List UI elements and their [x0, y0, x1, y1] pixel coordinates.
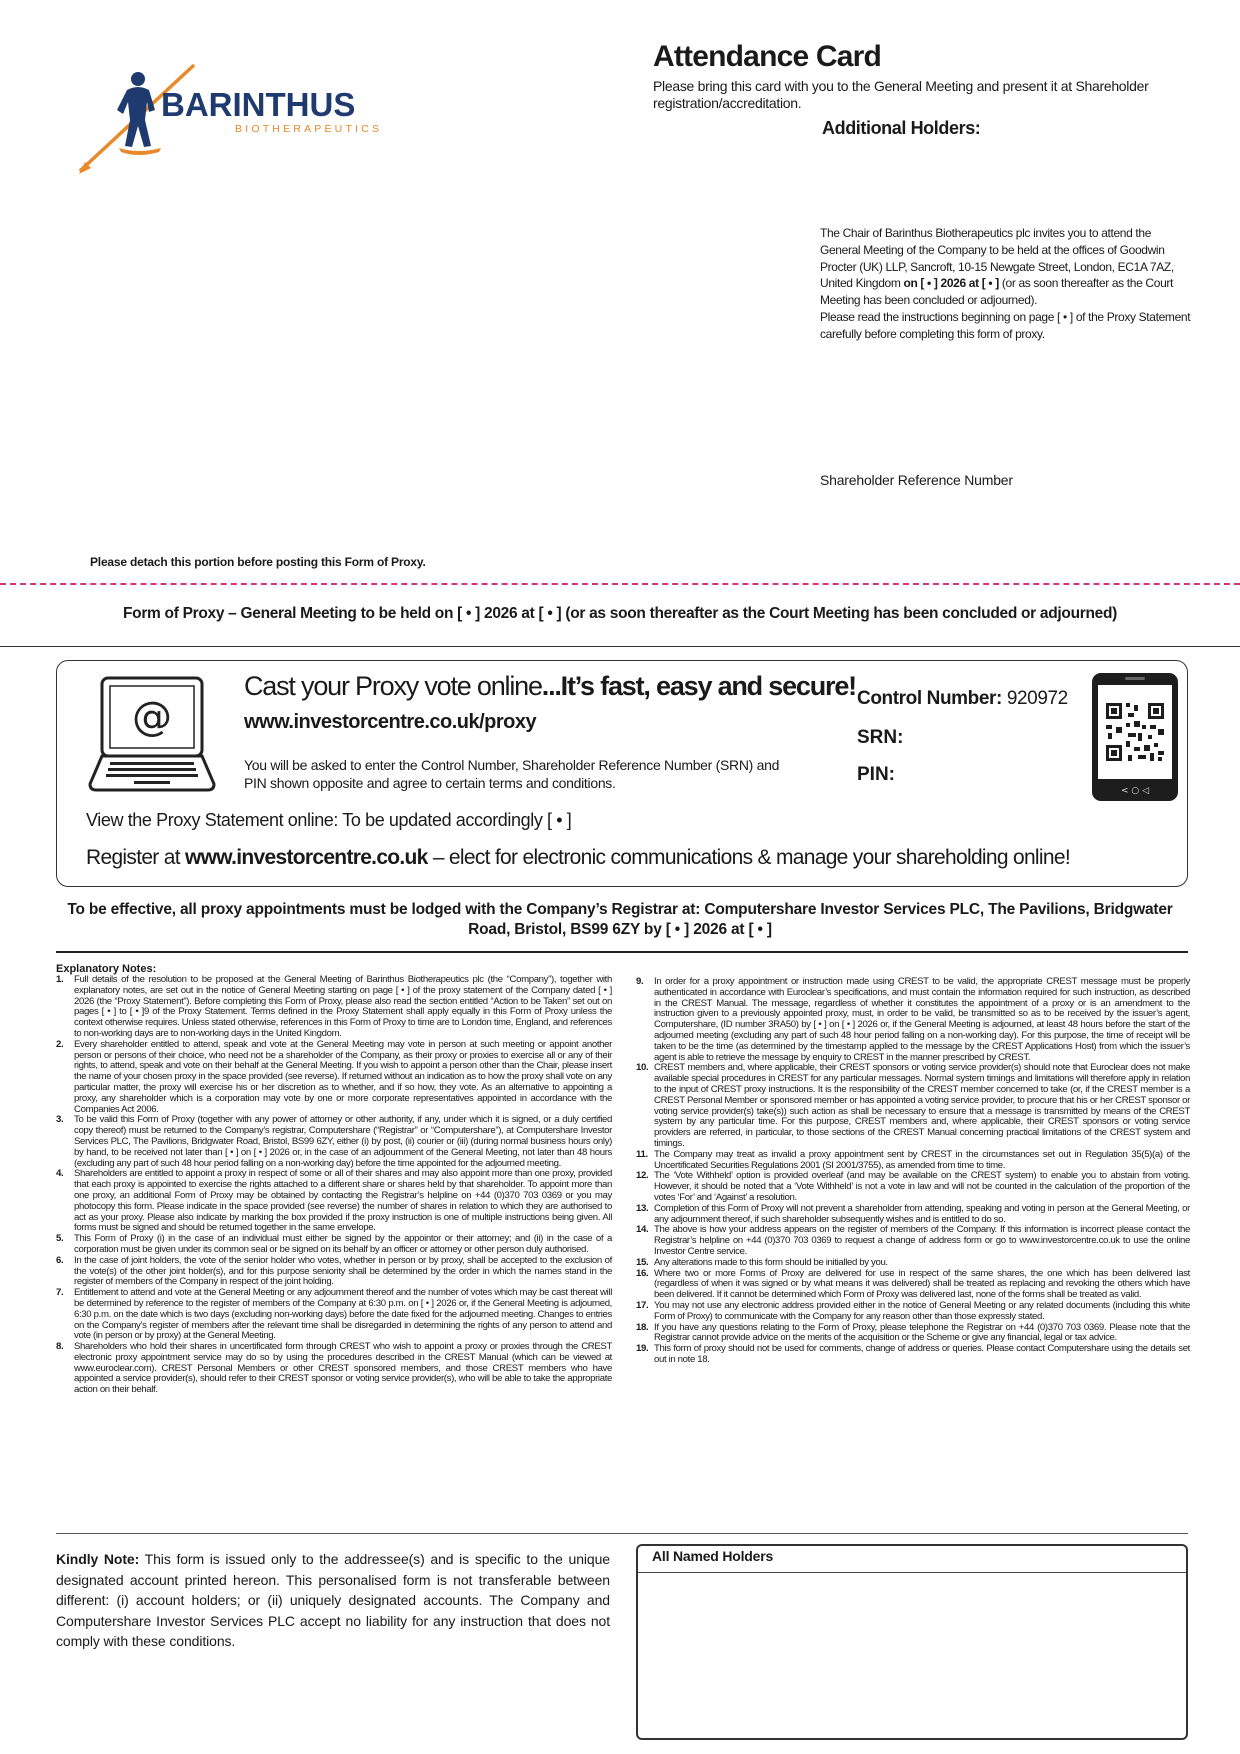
- note-text: You may not use any electronic address provided either in the notice of General Meeting or any related documents (including this white Form of Proxy) to communicate with the Company for any reason other than those expressly stated.: [654, 1299, 1190, 1322]
- note-number: 13.: [636, 1202, 649, 1214]
- note-text: If you have any questions relating to the Form of Proxy, please telephone the Registrar on +44 (0)370 703 0369. Please note that the Registrar cannot provide advice on the merits of the acquisition or the Scheme or give any financial, legal or tax advice.: [654, 1321, 1190, 1344]
- form-of-proxy-title: Form of Proxy – General Meeting to be held on [ • ] 2026 at [ • ] (or as soon thereafter as the Court Meeting has been concluded or adjourned): [122, 605, 1117, 622]
- shareholder-reference-label: Shareholder Reference Number: [820, 472, 1013, 488]
- note-text: Shareholders who hold their shares in uncertificated form through CREST who wish to appoint a proxy or proxies through the CREST electronic proxy appointment service may do so by using the procedures described in the CREST Manual (which can be viewed at www.euroclear.com). CREST Personal Members or other CREST sponsored members, and those CREST members who have appointed a service provider(s), should refer to their CREST sponsor or voting service provider(s), who will be able to take the appropriate action on their behalf.: [74, 1341, 612, 1396]
- note-text: Full details of the resolution to be proposed at the General Meeting of Barinthus Biotherapeutics plc (the “Company”), together with explanatory notes, are set out in the notice of General Meeting starting on page [ • ] of the proxy statement of the Company dated [ • ] 2026 (the “Proxy Statement”). Before completing this Form of Proxy, please also read the section entitled “Action to be Taken” set out on pages [ • ] to [ • ]9 of the Proxy Statement. Terms defined in the Proxy Statement shall apply equally in this Form of Proxy unless the context otherwise requires. Unless stated otherwise, references in this Form of Proxy to time are to London time, England, and references to non-working days are to non-working days in the United Kingdom.: [74, 974, 612, 1039]
- note-text: In order for a proxy appointment or instruction made using CREST to be valid, the appropriate CREST message must be properly authenticated in accordance with Euroclear’s specifications, and must contain the information required for such instruction, as described in the CREST Manual. The message, regardless of whether it constitutes the appointment of a proxy or is an amendment to the instruction given to a previously appointed proxy, must, in order to be valid, be transmitted so as to be received by the issuer’s agent, Computershare, (ID number 3RA50) by [ • ] on [ • ] 2026 or, if the General Meeting is adjourned, at least 48 hours before the start of the adjourned meeting (excluding any part of such 48 hour period falling on a non-working day). For this purpose, the time of receipt will be taken to be the time (as determined by the timestamp applied to the message by the CREST Applications Host) from which the issuer’s agent is able to retrieve the message by enquiry to CREST in the manner prescribed by CREST.: [654, 976, 1190, 1063]
- note-number: 1.: [56, 974, 64, 985]
- note-text: To be valid this Form of Proxy (together with any power of attorney or other authority, if any, under which it is signed, or a duly certified copy thereof) must be returned to the Company’s registrar, Computershare (“Registrar” or “Computershare”), at Computershare Investor Services PLC, The Pavilions, Bridgwater Road, Bristol, BS99 6ZY, either (i) by post, (ii) courier or (iii) (during normal business hours only) by hand, to be received not later than [ • ] on [ • ] 2026 or, in the case of an adjournment of the General Meeting, not later than 48 hours (excluding any part of such 48 hour period falling on a non-working day) before the time appointed for the adjourned meeting.: [74, 1114, 612, 1169]
- note-number: 8.: [56, 1341, 64, 1353]
- svg-text:@: @: [132, 694, 172, 740]
- view-proxy-statement: View the Proxy Statement online: To be updated accordingly [ • ]: [86, 810, 572, 830]
- note-number: 9.: [636, 976, 644, 987]
- note-number: 6.: [56, 1254, 64, 1266]
- note-item: [636, 1204, 1190, 1226]
- note-text: Shareholders are entitled to appoint a proxy in respect of some or all of their shares and may also appoint more than one proxy, provided that each proxy is appointed to exercise the rights attached to a different share or shares held by that shareholder. To appoint more than one proxy, an additional Form of Proxy may be obtained by contacting the Registrar’s helpline on +44 (0)370 703 0369 or you may photocopy this form. Please indicate in the space provided (see reverse) the number of shares in relation to which they are authorised to act as your proxy. Please also indicate by marking the box provided if the proxy instruction is one of multiple instructions being given. All forms must be signed and should be returned together in the same envelope.: [74, 1168, 612, 1234]
- note-item: [636, 1344, 1190, 1366]
- note-item: [56, 975, 612, 1040]
- control-number-value: 920972: [1006, 688, 1068, 709]
- note-number: 15.: [636, 1256, 649, 1268]
- detach-instruction: Please detach this portion before posting this Form of Proxy.: [90, 555, 426, 569]
- divider: [56, 1533, 1188, 1534]
- named-holders-label: All Named Holders: [652, 1548, 774, 1564]
- invite-text-1: The Chair of Barinthus Biotherapeutics plc invites you to attend the General Meeting of the Company to be held at the offices of Goodwin Procter (UK) LLP, Sancroft, 10-15 Newgate Street, London, EC1A 7AZ, United Kingdom: [820, 226, 1174, 291]
- company-logo: [75, 62, 415, 177]
- note-text: CREST members and, where applicable, their CREST sponsors or voting service provider(s) should note that Euroclear does not make available special procedures in CREST for any particular messages. Normal system timings and limitations will therefore apply in relation to the input of CREST proxy instructions. It is the responsibility of the CREST member concerned to take (or, if the CREST member is a CREST Personal Member or sponsored member or has appointed a voting service provider, to procure that his or her CREST sponsor or voting service provider(s) take(s)) such action as shall be necessary to ensure that a message is transmitted by means of the CREST system by any particular time. For this purpose, CREST members and, where applicable, their CREST sponsors or voting service providers are referred, in particular, to those sections of the CREST Manual concerning practical limitations of the CREST system and timings.: [654, 1062, 1190, 1149]
- kindly-note: [56, 1549, 610, 1652]
- invite-instructions: Please read the instructions beginning on page [ • ] of the Proxy Statement carefully before completing this form of proxy.: [820, 309, 1191, 341]
- note-item: [636, 977, 1190, 1063]
- note-item: [636, 1323, 1190, 1345]
- cast-vote-bold: ...It’s fast, easy and secure!: [541, 671, 856, 701]
- note-number: 7.: [56, 1287, 64, 1299]
- lodging-instruction: To be effective, all proxy appointments must be lodged with the Company’s Registrar at: Computershare Investor Services PLC, The Pavilions, Bridgwater Road, Bristol, BS99 6ZY by [ • ] 2026 at [ • ]: [67, 901, 1173, 938]
- note-number: 16.: [636, 1267, 649, 1279]
- note-item: [56, 1169, 612, 1234]
- control-number-label: Control Number:: [857, 688, 1002, 709]
- notes-left-column: [56, 975, 612, 1396]
- divider: [638, 1572, 1186, 1573]
- note-item: [636, 1150, 1190, 1172]
- proxy-url-link[interactable]: www.investorcentre.co.uk/proxy: [244, 711, 537, 733]
- divider: [0, 646, 1240, 647]
- note-number: 17.: [636, 1299, 649, 1311]
- notes-right-column: [636, 977, 1190, 1366]
- note-text: In the case of joint holders, the vote of the senior holder who votes, whether in person or by proxy, shall be accepted to the exclusion of the vote(s) of the other joint holder(s), and for this purpose seniority shall be determined by the order in which the names stand in the register of members of the Company in respect of the joint holding.: [74, 1254, 612, 1288]
- additional-holders-label: Additional Holders:: [822, 118, 981, 138]
- logo-subtitle: BIOTHERAPEUTICS: [235, 123, 383, 135]
- attendance-card-title: Attendance Card: [653, 40, 882, 73]
- register-tail: – elect for electronic communications & manage your shareholding online!: [432, 846, 1070, 869]
- kindly-note-label: Kindly Note:: [56, 1551, 140, 1567]
- mobile-qr-code-icon: [1090, 671, 1180, 803]
- perforation-line: [0, 583, 1240, 585]
- note-item: [636, 1301, 1190, 1323]
- cast-vote-headline: [244, 671, 856, 702]
- note-item: [636, 1258, 1190, 1269]
- svg-text:< ○ ◁: < ○ ◁: [1120, 786, 1150, 796]
- note-text: Where two or more Forms of Proxy are delivered for use in respect of the same shares, the one which has been delivered last (regardless of when it was signed or by what means it was delivered) shall be treated as replacing and revoking the others which have been delivered. If it cannot be determined which Form of Proxy was delivered last, none of the forms shall be treated as valid.: [654, 1267, 1190, 1301]
- register-lead: Register at: [86, 846, 180, 869]
- note-item: [56, 1288, 612, 1342]
- divider: [56, 951, 1188, 953]
- pin-label: PIN:: [857, 764, 895, 785]
- control-number: [857, 688, 1068, 710]
- register-url-link[interactable]: www.investorcentre.co.uk: [185, 846, 428, 869]
- srn-label: SRN:: [857, 727, 904, 748]
- note-text: The above is how your address appears on the register of members of the Company. If this information is incorrect please contact the Registrar’s helpline on +44 (0)370 703 0369 to request a change of address form or go to www.investorcentre.co.uk to use the online Investor Centre service.: [654, 1224, 1190, 1257]
- note-item: [636, 1171, 1190, 1203]
- explanatory-notes-heading: Explanatory Notes:: [56, 963, 157, 975]
- laptop-email-icon: [88, 676, 216, 792]
- note-number: 2.: [56, 1038, 64, 1050]
- note-text: This form of proxy should not be used for comments, change of address or queries. Please contact Computershare using the details set out in note 18.: [654, 1343, 1190, 1365]
- note-number: 4.: [56, 1168, 64, 1180]
- register-online: [86, 846, 1070, 870]
- note-number: 18.: [636, 1321, 649, 1333]
- note-item: [56, 1115, 612, 1169]
- note-item: [56, 1234, 612, 1256]
- kindly-note-text: This form is issued only to the addressee(s) and is specific to the unique designated account printed hereon. This personalised form is not transferable between different: (i) account holders; or (ii) uniquely designated accounts. The Company and Computershare Investor Services PLC accept no liability for any instruction that does not comply with these conditions.: [56, 1551, 610, 1649]
- cast-vote-lead: Cast your Proxy vote online: [244, 671, 542, 701]
- note-item: [56, 1040, 612, 1116]
- note-item: [56, 1342, 612, 1396]
- meeting-invitation: [820, 225, 1192, 343]
- proxy-instructions: You will be asked to enter the Control Number, Shareholder Reference Number (SRN) and PIN shown opposite and agree to certain terms and conditions.: [244, 757, 780, 791]
- note-number: 3.: [56, 1114, 64, 1126]
- invite-text-2: (or as soon thereafter as the Court Meeting has been concluded or adjourned).: [820, 276, 1174, 308]
- note-number: 10.: [636, 1062, 649, 1074]
- attendance-intro: Please bring this card with you to the General Meeting and present it at Shareholder registration/accreditation.: [653, 78, 1149, 111]
- note-number: 5.: [56, 1233, 64, 1245]
- note-text: This Form of Proxy (i) in the case of an individual must either be signed by the appointor or their attorney; and (ii) in the case of a corporation must be given under its common seal or be signed on its behalf by an officer or attorney or other person duly authorised.: [74, 1233, 612, 1255]
- note-number: 19.: [636, 1343, 649, 1355]
- note-text: The ‘Vote Withheld’ option is provided overleaf (and may be available on the CREST system) to enable you to abstain from voting. However, it should be noted that a ‘Vote Withheld’ is not a vote in law and will not be counted in the calculation of the proportion of the votes ‘For’ and ‘Against’ a resolution.: [654, 1170, 1190, 1203]
- invite-date: on [ • ] 2026 at [ • ]: [903, 276, 999, 291]
- named-holders-box: [636, 1544, 1188, 1740]
- note-number: 14.: [636, 1224, 649, 1236]
- note-text: Completion of this Form of Proxy will not prevent a shareholder from attending, speaking and voting in person at the General Meeting, or any adjournment thereof, if such shareholder subsequently wishes and is entitled to do so.: [654, 1202, 1190, 1225]
- note-text: Any alterations made to this form should be initialled by you.: [654, 1256, 888, 1268]
- note-text: Every shareholder entitled to attend, speak and vote at the General Meeting may vote in person at such meeting or appoint another person or persons of their choice, who need not be a shareholder of the Company, as their proxy or proxies to exercise all or any of their rights, to attend, speak and vote on their behalf at the General Meeting. If you wish to appoint a person other than the Chair, please insert the name of your chosen proxy in the space provided (see reverse). If returned without an indication as to how the proxy shall vote on any particular matter, the proxy will exercise his or her discretion as to whether, and if so how, they vote. As an alternative to appointing a proxy, any shareholder which is a corporation may vote by one or more corporate representatives appointed in accordance with the Companies Act 2006.: [74, 1038, 612, 1115]
- note-item: [636, 1269, 1190, 1301]
- logo-name: BARINTHUS: [161, 86, 356, 123]
- note-item: [636, 1063, 1190, 1149]
- note-number: 11.: [636, 1148, 648, 1160]
- note-item: [636, 1225, 1190, 1257]
- note-number: 12.: [636, 1170, 649, 1182]
- note-text: The Company may treat as invalid a proxy appointment sent by CREST in the circumstances set out in Regulation 35(5)(a) of the Uncertificated Securities Regulations 2001 (SI 2001/3755), as amended from time to time.: [654, 1148, 1190, 1171]
- note-text: Entitlement to attend and vote at the General Meeting or any adjournment thereof and the number of votes which may be cast thereat will be determined by reference to the register of members of the Company at 6:30 p.m. on [ • ] 2026 or, if the General Meeting is adjourned, 6:30 p.m. on the date which is two days (excluding non-working days) before the date fixed for the adjourned meeting. Changes to entries on the Company’s register of members after the relevant time shall be disregarded in determining the rights of any person to attend and vote (in person or by proxy) at the General Meeting.: [74, 1287, 612, 1342]
- note-item: [56, 1256, 612, 1288]
